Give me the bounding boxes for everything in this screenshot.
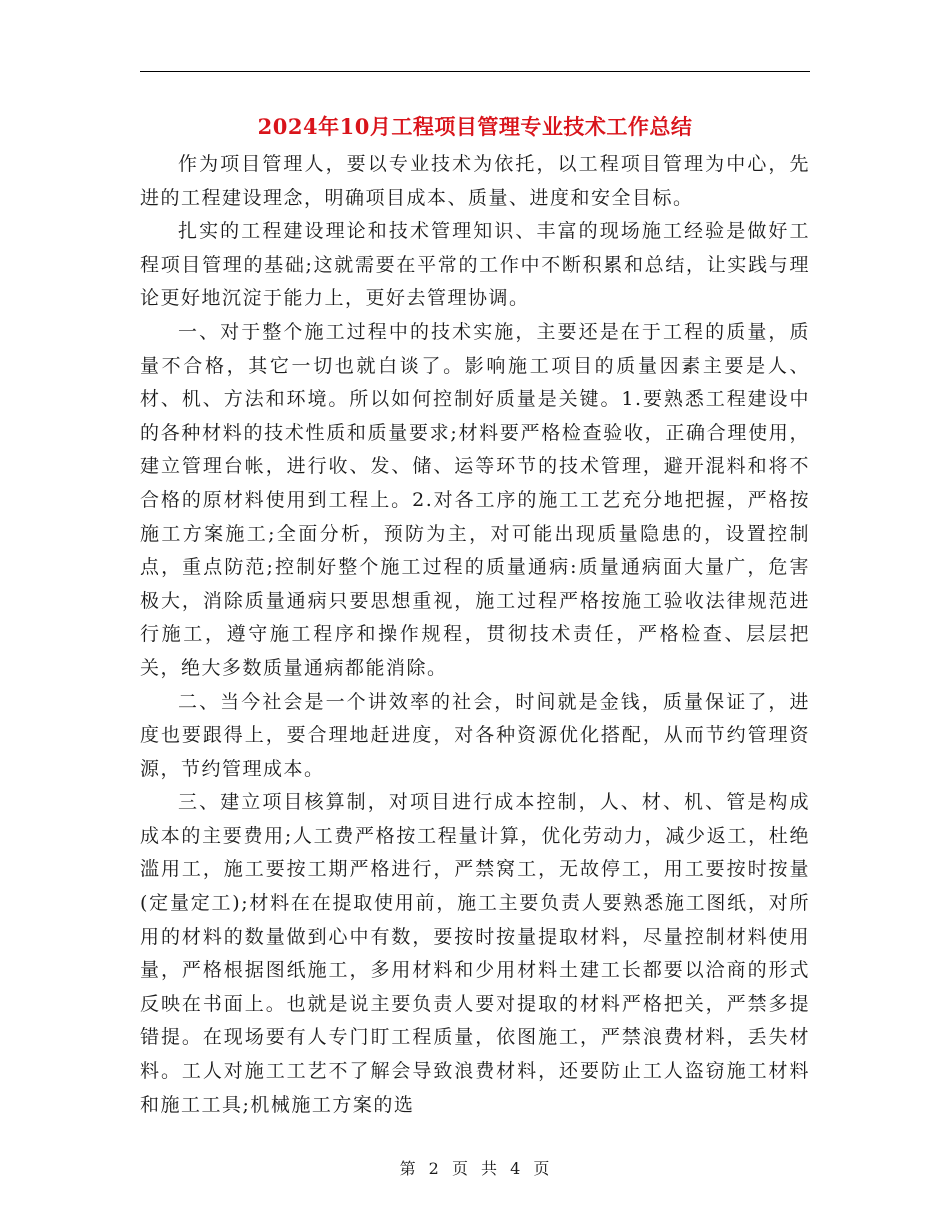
paragraph-foundation: 扎实的工程建设理论和技术管理知识、丰富的现场施工经验是做好工程项目管理的基础;这就需要在平常的工作中不断积累和总结，让实践与理论更好地沉淀于能力上，更好去管理协调。 — [140, 220, 810, 310]
paragraph-intro: 作为项目管理人，要以专业技术为依托，以工程项目管理为中心，先进的工程建设理念，明确项目成本、质量、进度和安全目标。 — [140, 153, 810, 209]
document-title: 2024年10月工程项目管理专业技术工作总结 — [257, 114, 693, 139]
header-rule — [140, 71, 810, 72]
page-number-footer: 第 2 页 共 4 页 — [399, 1159, 551, 1178]
document-body — [140, 148, 810, 1122]
paragraph-section-2-schedule: 二、当今社会是一个讲效率的社会，时间就是金钱，质量保证了，进度也要跟得上，要合理地赶进度，对各种资源优化搭配，从而节约管理资源，节约管理成本。 — [140, 690, 810, 780]
paragraph-section-1-quality: 一、对于整个施工过程中的技术实施，主要还是在于工程的质量，质量不合格，其它一切也就白谈了。影响施工项目的质量因素主要是人、材、机、方法和环境。所以如何控制好质量是关键。1.要熟悉工程建设中的各种材料的技术性质和质量要求;材料要严格检查验收，正确合理使用，建立管理台帐，进行收、发、储、运等环节的技术管理，避开混料和将不合格的原材料使用到工程上。2.对各工序的施工工艺充分地把握，严格按施工方案施工;全面分析，预防为主，对可能出现质量隐患的，设置控制点，重点防范;控制好整个施工过程的质量通病:质量通病面大量广，危害极大，消除质量通病只要思想重视，施工过程严格按施工验收法律规范进行施工，遵守施工程序和操作规程，贯彻技术责任，严格检查、层层把关，绝大多数质量通病都能消除。 — [140, 320, 810, 679]
paragraph-section-3-cost: 三、建立项目核算制，对项目进行成本控制，人、材、机、管是构成成本的主要费用;人工费严格按工程量计算，优化劳动力，减少返工，杜绝滥用工，施工要按工期严格进行，严禁窝工，无故停工，用工要按时按量(定量定工);材料在在提取使用前，施工主要负责人要熟悉施工图纸，对所用的材料的数量做到心中有数，要按时按量提取材料，尽量控制材料使用量，严格根据图纸施工，多用材料和少用材料土建工长都要以洽商的形式反映在书面上。也就是说主要负责人要对提取的材料严格把关，严禁多提错提。在现场要有人专门盯工程质量，依图施工，严禁浪费材料，丢失材料。工人对施工工艺不了解会导致浪费材料，还要防止工人盗窃施工材料和施工工具;机械施工方案的选 — [140, 791, 810, 1116]
